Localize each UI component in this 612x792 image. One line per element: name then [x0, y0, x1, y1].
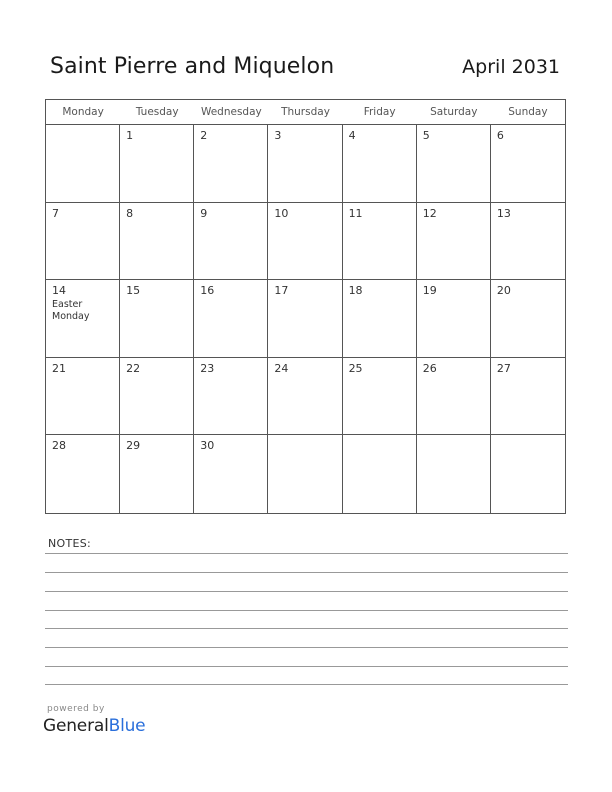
day-number: 10 [274, 206, 289, 220]
day-cell [268, 203, 342, 280]
day-cell [268, 280, 342, 357]
note-line [45, 553, 568, 554]
note-line [45, 572, 568, 573]
day-cell [46, 435, 120, 513]
day-number: 5 [422, 129, 430, 142]
powered-by-label: powered by [47, 704, 105, 714]
day-cell [120, 358, 194, 435]
day-cell [491, 203, 565, 280]
calendar-grid [45, 99, 566, 514]
weekday-header: Tuesday [135, 106, 179, 118]
day-cell [343, 203, 417, 280]
day-cell [194, 435, 268, 513]
weekday-header: Thursday [281, 106, 330, 118]
day-cell [268, 125, 342, 202]
note-line [45, 666, 568, 667]
day-cell [343, 125, 417, 202]
day-cell [120, 435, 194, 513]
day-number: 2 [200, 129, 208, 142]
day-cell [46, 203, 120, 280]
day-number: 24 [274, 361, 289, 375]
calendar-title: Saint Pierre and Miquelon [50, 54, 335, 79]
day-cell [194, 280, 268, 357]
day-cell [491, 125, 565, 202]
weekday-header: Friday [363, 106, 396, 118]
week-row [46, 435, 565, 513]
day-number: 17 [274, 284, 289, 297]
day-cell [120, 203, 194, 280]
day-number: 19 [422, 284, 437, 297]
day-cell [46, 125, 120, 202]
day-number: 12 [422, 206, 437, 220]
week-row [46, 358, 565, 436]
note-line [45, 647, 568, 648]
day-number: 15 [126, 284, 141, 297]
weekday-header: Wednesday [200, 106, 262, 118]
day-number: 30 [200, 439, 215, 452]
day-number: 26 [422, 361, 437, 375]
day-cell [46, 358, 120, 435]
note-line [45, 610, 568, 611]
note-line [45, 684, 568, 685]
day-number: 3 [274, 129, 282, 142]
weekday-header: Sunday [508, 106, 548, 118]
day-number: 13 [496, 206, 511, 220]
week-row [46, 125, 565, 203]
day-cell [46, 280, 120, 357]
note-line [45, 591, 568, 592]
day-cell [268, 358, 342, 435]
week-row [46, 203, 565, 281]
day-number: 20 [496, 284, 511, 297]
day-number: 21 [52, 361, 66, 375]
day-cell [120, 280, 194, 357]
note-line [45, 628, 568, 629]
notes-label: NOTES: [48, 537, 92, 550]
day-cell [491, 280, 565, 357]
day-number: 4 [348, 129, 356, 142]
day-number: 18 [348, 284, 363, 297]
generalblue-logo [43, 716, 145, 736]
day-cell [491, 358, 565, 435]
day-number: 9 [200, 206, 208, 220]
logo-general-text: General [43, 716, 109, 736]
day-number: 7 [52, 206, 59, 220]
day-cell [417, 358, 491, 435]
day-number: 11 [348, 206, 363, 220]
logo-blue-text: Blue [108, 716, 146, 736]
day-cell [417, 280, 491, 357]
day-cell [417, 125, 491, 202]
month-label: April 2031 [462, 56, 560, 78]
day-cell [417, 203, 491, 280]
weekday-header: Monday [62, 106, 104, 118]
day-number: 1 [126, 129, 134, 142]
day-number: 14 [52, 284, 66, 297]
day-number: 6 [496, 129, 504, 142]
day-number: 23 [200, 361, 215, 375]
day-cell [268, 435, 342, 513]
day-number: 8 [126, 206, 134, 220]
week-row [46, 280, 565, 358]
weeks-container [46, 125, 565, 513]
day-cell [120, 125, 194, 202]
day-cell [194, 203, 268, 280]
day-cell [343, 280, 417, 357]
day-number: 22 [126, 361, 141, 375]
day-number: 25 [348, 361, 363, 375]
day-cell [491, 435, 565, 513]
day-cell [194, 125, 268, 202]
day-cell [343, 435, 417, 513]
weekday-header: Saturday [430, 106, 478, 118]
weekday-header-row [46, 100, 565, 125]
day-number: 16 [200, 284, 215, 297]
day-cell [194, 358, 268, 435]
day-cell [417, 435, 491, 513]
holiday-label: Easter Monday [52, 299, 90, 322]
day-number: 29 [126, 439, 141, 452]
day-cell [343, 358, 417, 435]
day-number: 28 [52, 439, 66, 452]
day-number: 27 [496, 361, 511, 375]
